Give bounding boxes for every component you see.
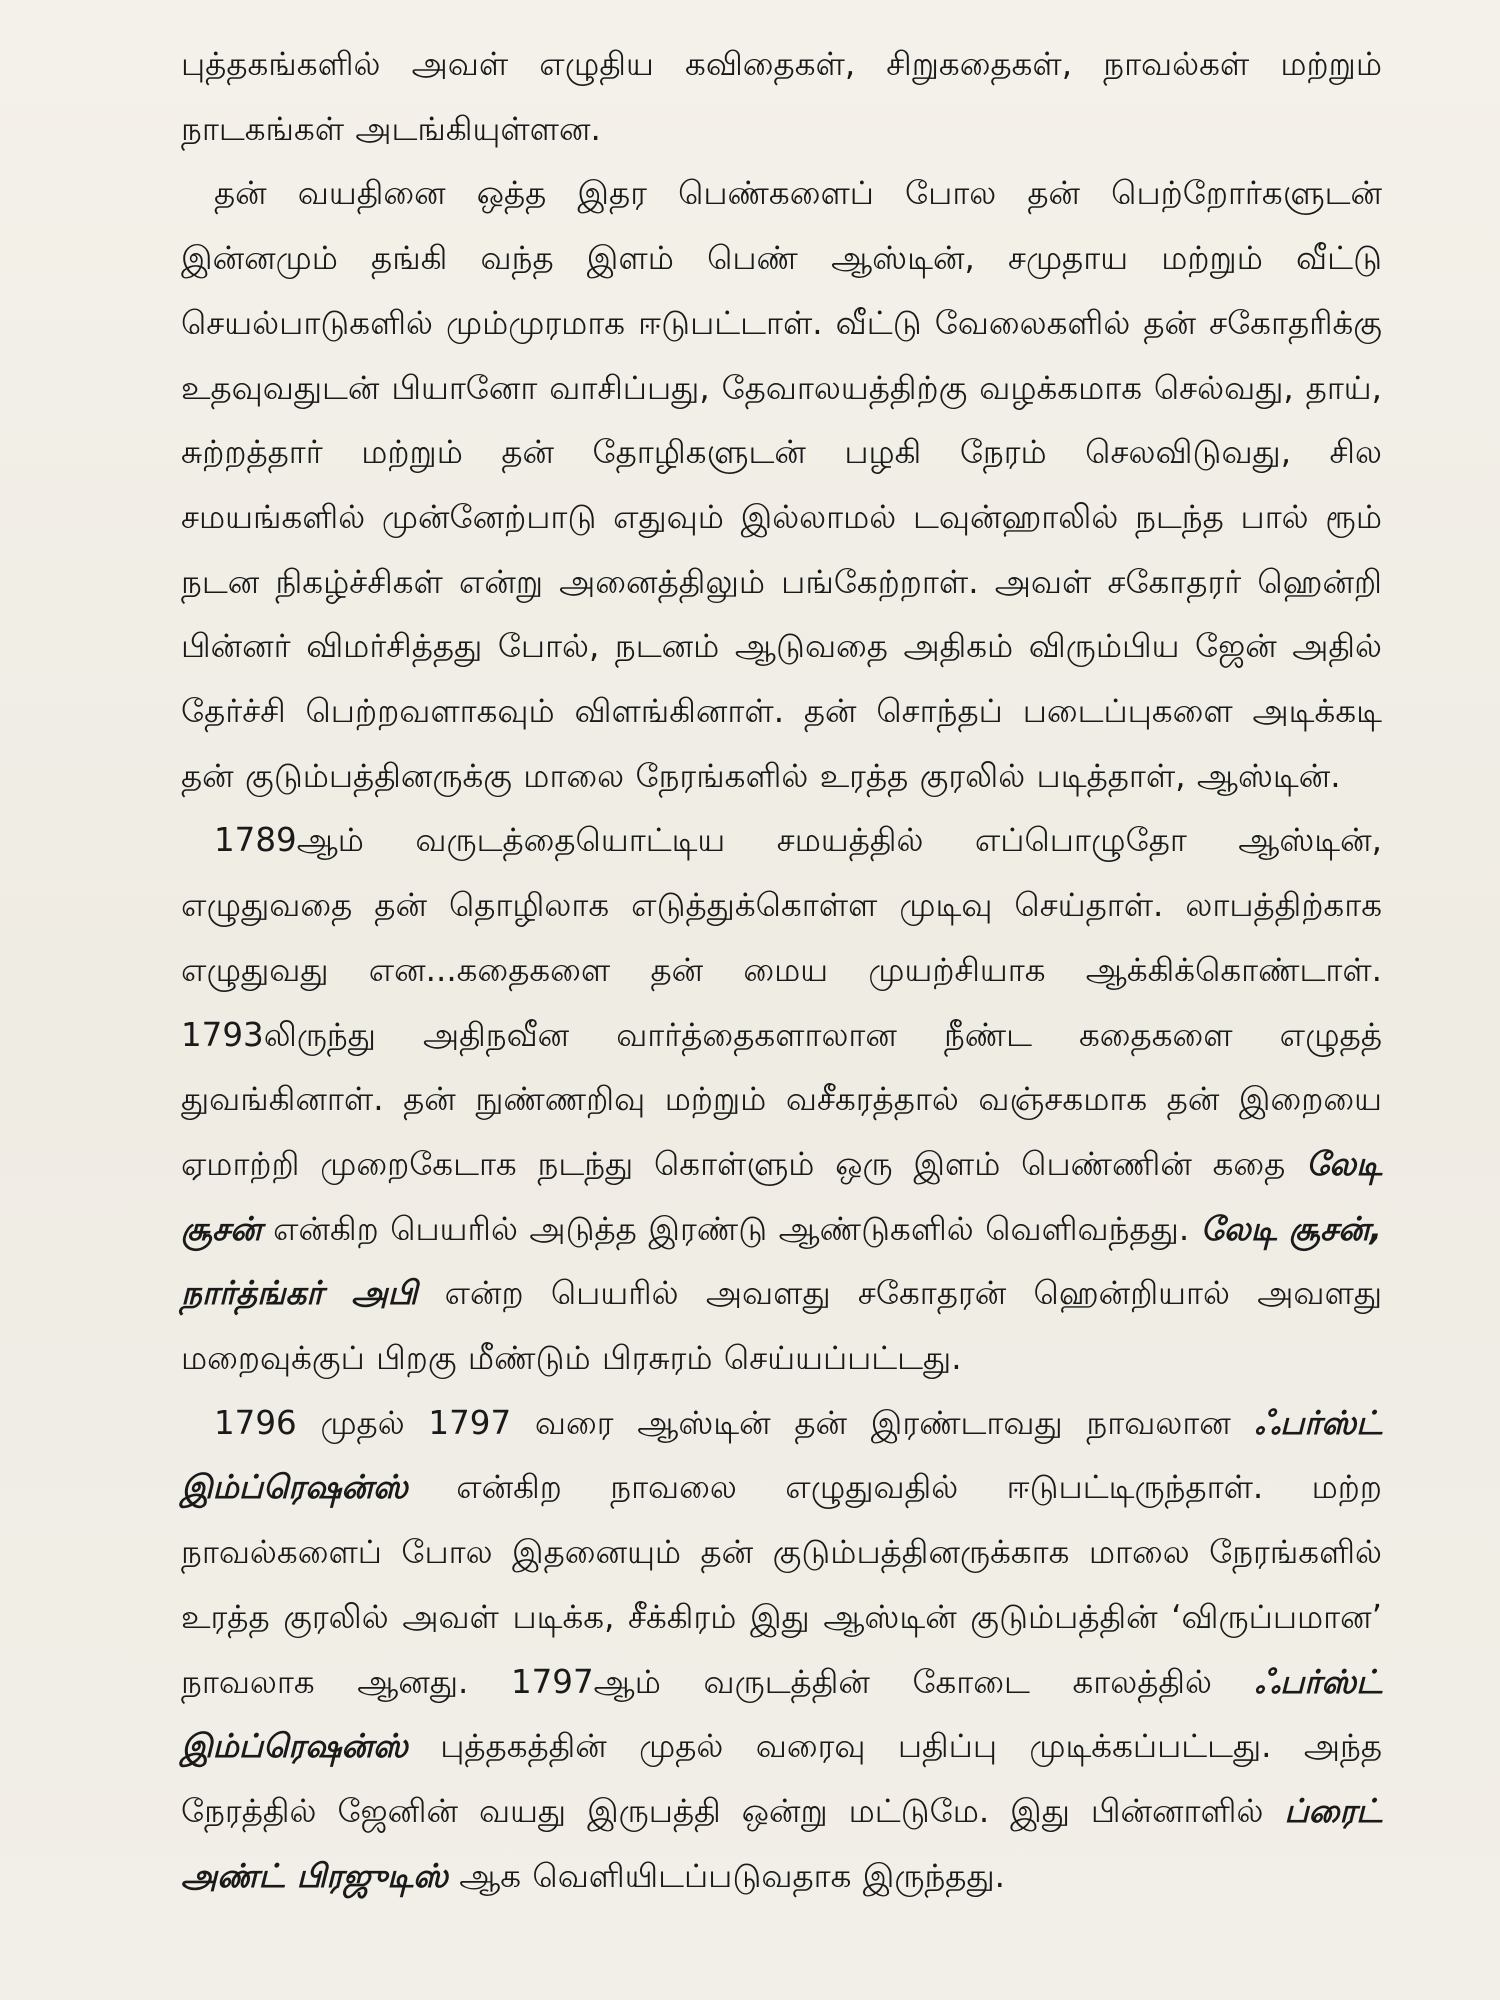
paragraph-2 (181, 161, 1382, 808)
text-segment: புத்தகத்தின் முதல் வரைவு பதிப்பு முடிக்கப்பட்டது. அந்த நேரத்தில் ஜேனின் வயது இருபத்தி ஒன்று மட்டுமே. இது பின்னாளில் (181, 1727, 1382, 1830)
text-segment: 1789ஆம் வருடத்தையொட்டிய சமயத்தில் எப்பொழுதோ ஆஸ்டின், எழுதுவதை தன் தொழிலாக எடுத்துக்கொள்ள முடிவு செய்தாள். லாபத்திற்காக எழுதுவது என...கதைகளை தன் மைய முயற்சியாக ஆக்கிக்கொண்டாள். 1793லிருந்து அதிநவீன வார்த்தைகளாலான நீண்ட கதைகளை எழுதத் துவங்கினாள். தன் நுண்ணறிவு மற்றும் வசீகரத்தால் வஞ்சகமாக தன் இறையை ஏமாற்றி முறைகேடாக நடந்து கொள்ளும் ஒரு இளம் பெண்ணின் கதை (181, 821, 1382, 1183)
paragraph-3 (181, 808, 1382, 1390)
book-title-lady-susan-northanger-abbey: லேடி சூசன், நார்த்ங்கர் அபி (181, 1209, 1382, 1313)
book-title-first-impressions: ஃபர்ஸ்ட் இம்ப்ரெஷன்ஸ் (181, 1403, 1382, 1507)
text-segment: புத்தகங்களில் அவள் எழுதிய கவிதைகள், சிறுகதைகள், நாவல்கள் மற்றும் நாடகங்கள் அடங்கியுள்ளன. (181, 45, 1382, 148)
text-segment: 1796 முதல் 1797 வரை ஆஸ்டின் தன் இரண்டாவது நாவலான (214, 1403, 1255, 1442)
text-segment: என்கிற நாவலை எழுதுவதில் ஈடுபட்டிருந்தாள். மற்ற நாவல்களைப் போல இதனையும் தன் குடும்பத்தினருக்காக மாலை நேரங்களில் உரத்த குரலில் அவள் படிக்க, சீக்கிரம் இது ஆஸ்டின் குடும்பத்தின் ‘விருப்பமான’ நாவலாக ஆனது. 1797ஆம் வருடத்தின் கோடை காலத்தில் (181, 1468, 1382, 1701)
paragraph-4 (181, 1391, 1382, 1909)
book-title-pride-and-prejudice: ப்ரைட் அண்ட் பிரஜுடிஸ் (181, 1791, 1382, 1895)
text-segment: என்கிற பெயரில் அடுத்த இரண்டு ஆண்டுகளில் வெளிவந்தது. (261, 1209, 1201, 1248)
paragraph-1 (181, 32, 1382, 161)
book-title-lady-susan: லேடி சூசன் (181, 1144, 1382, 1248)
text-segment: ஆக வெளியிடப்படுவதாக இருந்தது. (447, 1856, 1005, 1895)
text-segment: என்ற பெயரில் அவளது சகோதரன் ஹென்றியால் அவளது மறைவுக்குப் பிறகு மீண்டும் பிரசுரம் செய்யப்பட்டது. (181, 1274, 1383, 1378)
text-segment: தன் வயதினை ஒத்த இதர பெண்களைப் போல தன் பெற்றோர்களுடன் இன்னமும் தங்கி வந்த இளம் பெண் ஆஸ்டின், சமுதாய மற்றும் வீட்டு செயல்பாடுகளில் மும்முரமாக ஈடுபட்டாள். வீட்டு வேலைகளில் தன் சகோதரிக்கு உதவுவதுடன் பியானோ வாசிப்பது, தேவாலயத்திற்கு வழக்கமாக செல்வது, தாய், சுற்றத்தார் மற்றும் தன் தோழிகளுடன் பழகி நேரம் செலவிடுவது, சில சமயங்களில் முன்னேற்பாடு எதுவும் இல்லாமல் டவுன்ஹாலில் நடந்த பால் ரூம் நடன நிகழ்ச்சிகள் என்று அனைத்திலும் பங்கேற்றாள். அவள் சகோதரர் ஹென்றி பின்னர் விமர்சித்தது போல், நடனம் ஆடுவதை அதிகம் விரும்பிய ஜேன் அதில் தேர்ச்சி பெற்றவளாகவும் விளங்கினாள். தன் சொந்தப் படைப்புகளை அடிக்கடி தன் குடும்பத்தினருக்கு மாலை நேரங்களில் உரத்த குரலில் படித்தாள், ஆஸ்டின். (181, 174, 1382, 795)
book-title-first-impressions: ஃபர்ஸ்ட் இம்ப்ரெஷன்ஸ் (181, 1662, 1382, 1766)
